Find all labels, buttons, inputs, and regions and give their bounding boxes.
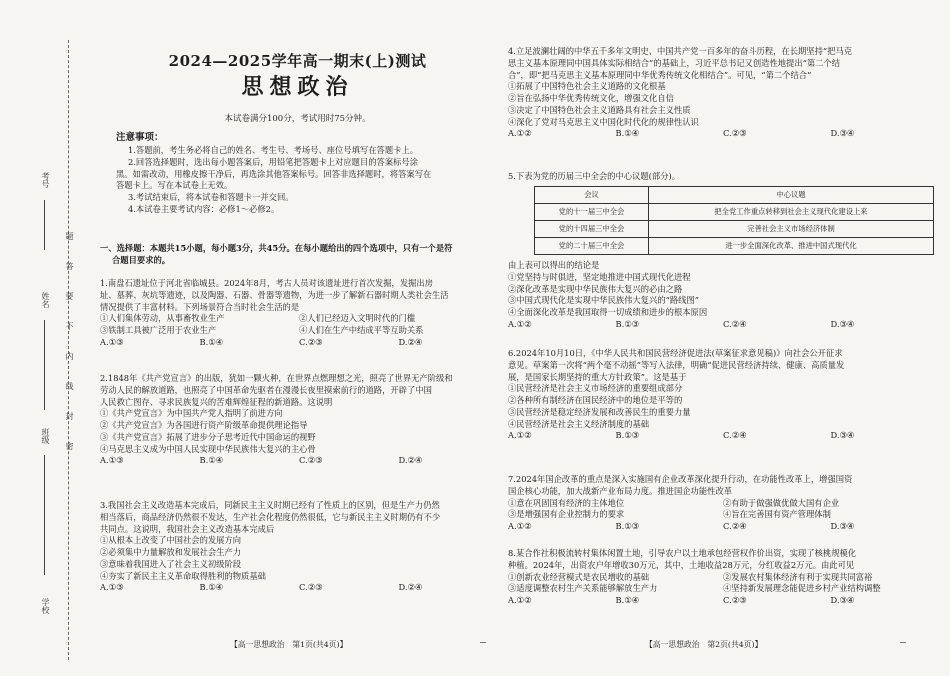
question-text: 8.某合作社积极流转村集体闲置土地，引导农户以土地承包经营权作价出资，实现了核桃规模化 [508,548,857,558]
option-b: B.①④ [615,595,640,606]
statement: ④马克思主义成为中国人民实现中华民族伟大复兴的主心骨 [100,443,316,454]
statement: ①拓展了中国特色社会主义道路的文化根基 [508,81,666,92]
statement: ③是增强国有企业控制力的要求 [508,509,625,520]
table-cell: 党的十一届三中全会 [535,204,649,221]
notice-title: 注意事项： [116,132,164,143]
statement: ①《共产党宣言》为中国共产党人指明了前进方向 [100,408,283,419]
exam-number-line [44,200,45,250]
table-row [535,221,934,238]
notice-list [116,145,498,216]
question-5-intro: 5.下表为党的历届三中全会的中心议题(部分)。 [508,171,681,181]
question-3 [100,500,498,594]
statement-row [508,572,938,584]
statement: ④全面深化改革是我国取得一切成绩和进步的根本原因 [508,307,708,318]
question-text: 思主义基本原理同中国具体实际相结合”的基础上，习近平总书记又创造性地提出“第二个结 [508,57,841,68]
statement: ③决定了中国特色社会主义道路具有社会主义性质 [508,104,691,115]
option-c: C.②④ [723,318,747,329]
notice-item: 1.答题前，考生务必将自己的姓名、考生号、考场号、座位号填写在答题卡上。 [128,145,419,155]
option-b: B.①③ [615,318,640,329]
notice-item: 2.回答选择题时，选出每小题答案后，用铅笔把答题卡上对应题目的答案标号涂 [128,156,419,167]
class-label: 班级 [41,428,50,444]
table-cell: 党的十四届三中全会 [535,221,649,238]
option-d: D.③④ [830,430,855,441]
seal-char: 要 [65,292,74,300]
question-text: 4.立足波澜壮阔的中华五千多年文明史、中国共产党一百多年的奋斗历程，在长期坚持“把马克 [508,46,853,56]
notice-item: 黑。如需改动，用橡皮擦干净后，再选涂其他答案标号。回答非选择题时，将答案写在 [116,168,432,179]
option-b: B.①④ [615,128,640,139]
option-b: B.①④ [199,582,224,593]
table-row [535,238,934,255]
question-text: 情况提供了丰富材料。下列场景符合当时社会生活的是 [100,301,300,312]
answer-options [508,595,938,607]
statement: ④旨在完善国有资产管理体制 [723,509,831,520]
footer-dash [480,642,486,643]
option-d: D.③④ [830,595,855,606]
statement: ③铁制工具被广泛用于农业生产 [100,325,217,336]
answer-options [100,582,498,594]
option-b: B.①③ [615,430,640,441]
option-a: A.①③ [100,582,124,593]
option-a: A.①③ [100,336,124,347]
question-text: 2.1848年《共产党宣言》的出版，犹如一颗火种，在世界点燃理想之光，照亮了世界无产阶级和 [100,373,453,383]
question-text: 意见。草案第一次将“两个毫不动摇”等写入法律，明确“促进民营经济持续、健康、高质量发 [508,359,845,370]
statement: ④夯实了新民主主义革命取得胜利的物质基础 [100,570,266,581]
statement-row [100,325,498,337]
option-d: D.③④ [830,128,855,139]
plenary-table [534,186,934,255]
notice-item: 3.考试结束后，将本试卷和答题卡一并交回。 [128,192,294,203]
statement: ②《共产党宣言》为各国进行资产阶级革命提供理论指导 [100,420,308,431]
statement: ③中国式现代化是实现中华民族伟大复兴的“路线图” [508,295,700,306]
statement-row [508,583,938,595]
page-footer-left: 【高一思想政治 第1页(共4页)】 [230,640,348,649]
statement: ①人们集体劳动，从事畜牧业生产 [100,313,225,324]
statement: ②必须集中力量解放和发展社会生产力 [100,547,242,558]
question-text: 国企核心功能，加大战新产业布局力度。推进国企功能性改革 [508,485,733,496]
statement: ①党坚持与时俱进，坚定地推进中国式现代化进程 [508,271,691,282]
option-d: D.②④ [398,582,423,593]
question-text: 劳动人民的解放道路，也照亮了中国革命先驱者在漫漫长夜里摸索前行的道路，开辟了中国 [100,384,432,395]
option-c: C.②③ [723,595,747,606]
seal-char: 内 [65,352,74,360]
answer-options [508,128,938,140]
statement: ②有助于做强做优做大国有企业 [723,497,840,508]
question-2 [100,373,498,467]
section-heading-line: 合题目要求的。 [112,254,171,265]
table-header: 中心议题 [649,187,934,204]
footer-dash [900,642,906,643]
option-c: C.②③ [299,336,323,347]
name-line [44,320,45,410]
statement-row [508,498,938,510]
statement: ①民营经济是社会主义市场经济的重要组成部分 [508,383,683,394]
statement: ①创新农业经营模式是农民增收的基础 [508,571,650,582]
seal-char: 封 [65,412,74,420]
answer-options [100,337,498,349]
question-8 [508,548,938,607]
option-b: B.①③ [615,521,640,532]
statement: ③适度调整农村生产关系能够解放生产力 [508,583,658,594]
table-cell: 党的二十届三中全会 [535,238,649,255]
question-text: 人民救亡图存、寻求民族复兴的苦难辉煌征程的新道路。这说明 [100,396,333,407]
option-c: C.②④ [723,430,747,441]
question-text: 址、墓葬、灰坑等遗迹，以及陶器、石器、骨器等遗物，为进一步了解新石器时期人类社会生活 [100,289,449,300]
seal-char: 线 [65,382,74,390]
page-footer-right: 【高一思想政治 第2页(共4页)】 [645,640,763,649]
score-note: 本试卷满分100分，考试用时75分钟。 [224,114,371,124]
table-cell: 把全党工作重点转移到社会主义现代化建设上来 [649,204,934,221]
exam-number-label: 考号 [41,172,50,188]
question-1 [100,278,498,349]
table-cell: 完善社会主义市场经济体制 [649,221,934,238]
statement: ②发展农村集体经济有利于实现共同富裕 [723,571,873,582]
option-b: B.①④ [199,455,224,466]
section-heading-line: 一、选择题：本题共15小题，每小题3分，共45分。在每小题给出的四个选项中，只有一个是符 [100,243,453,253]
statement: ④民营经济是社会主义经济制度的基础 [508,418,650,429]
notice-item: 4.本试卷主要考试内容：必修1～必修2。 [128,203,280,214]
question-5 [508,260,938,331]
question-text: 6.2024年10月10日，《中华人民共和国民营经济促进法(草案征求意见稿)》向社会公开征求 [508,348,843,358]
table-row [535,204,934,221]
question-text: 1.南盘石遗址位于河北省临城县。2024年8月，考古人员对该遗址进行首次发掘，发掘出房 [100,278,434,288]
statement: ②各种所有制经济在国民经济中的地位是平等的 [508,395,683,406]
exam-title: 2024—2025学年高一期末(上)测试 [168,52,427,70]
question-text: 共同点。这说明，我国社会主义改造基本完成后 [100,523,275,534]
option-d: D.②④ [398,455,423,466]
statement: ②旨在弘扬中华优秀传统文化，增强文化自信 [508,93,674,104]
seal-line [68,40,69,660]
option-d: D.③④ [830,521,855,532]
question-6 [508,348,938,442]
statement: ③民营经济是稳定经济发展和改善民生的重要力量 [508,406,691,417]
table-header-row [535,187,934,204]
question-text: 3.我国社会主义改造基本完成后，同新民主主义时期已经有了性质上的区别，但是生产力仍然 [100,500,440,510]
section-heading [100,243,498,267]
statement: ①从根本上改变了中国社会的发展方向 [100,535,242,546]
option-a: A.①② [508,521,532,532]
option-c: C.②③ [299,455,323,466]
option-a: A.①② [508,595,532,606]
class-line [44,455,45,575]
answer-options [100,455,498,467]
seal-char: 不 [65,322,74,330]
question-text: 种植。2024年，出资农户年增收30万元，其中，土地收益28万元，分红收益2万元。由此可见 [508,559,855,570]
answer-options [508,521,938,533]
statement-row [100,313,498,325]
question-7 [508,474,938,533]
option-a: A.①② [508,318,532,329]
statement: ④深化了党对马克思主义中国化时代化的规律性认识 [508,116,699,127]
statement: ①意在巩固国有经济的主体地位 [508,497,625,508]
option-c: C.②④ [723,521,747,532]
question-text: 由上表可以得出的结论是 [508,260,600,270]
table-cell: 进一步全面深化改革、推进中国式现代化 [649,238,934,255]
option-c: C.②③ [299,582,323,593]
option-c: C.②③ [723,128,747,139]
seal-char: 密 [65,442,74,450]
question-text: 7.2024年国企改革的重点是深入实施国有企业改革深化提升行动，在功能性改革上，增强国资 [508,474,853,484]
seal-char: 答 [65,262,74,270]
statement-row [508,509,938,521]
statement: ③意味着我国进入了社会主义初级阶段 [100,558,242,569]
question-text: 相当落后，商品经济仍然很不发达，生产社会化程度仍然很低，它与新民主主义时期仍有不少 [100,511,441,522]
school-label: 学校 [41,598,50,614]
exam-subject: 思想政治 [241,74,354,100]
statement: ④人们在生产中结成平等互助关系 [299,325,424,336]
question-text: 合”，即“把马克思主义基本原理同中华优秀传统文化相结合”。可见，“第二个结合” [508,69,812,80]
name-label: 姓名 [41,292,50,308]
option-d: D.③④ [830,318,855,329]
option-d: D.②④ [398,336,423,347]
statement: ③《共产党宣言》拓展了进步分子思考近代中国命运的视野 [100,431,316,442]
answer-options [508,319,938,331]
option-a: A.①② [508,128,532,139]
table-header: 会议 [535,187,649,204]
binding-margin [0,0,92,676]
seal-char: 题 [65,232,74,240]
statement: ②人们已经迈入文明时代的门槛 [299,313,416,324]
question-text: 展，是国家长期坚持的重大方针政策”。这是基于 [508,371,687,382]
option-a: A.①② [508,430,532,441]
option-a: A.①③ [100,455,124,466]
option-b: B.①④ [199,336,224,347]
notice-item: 答题卡上。写在本试卷上无效。 [116,180,233,191]
statement: ②深化改革是实现中华民族伟大复兴的必由之路 [508,283,683,294]
statement: ④坚持新发展理念能促进乡村产业结构调整 [723,583,881,594]
answer-options [508,430,938,442]
question-4 [508,46,938,140]
